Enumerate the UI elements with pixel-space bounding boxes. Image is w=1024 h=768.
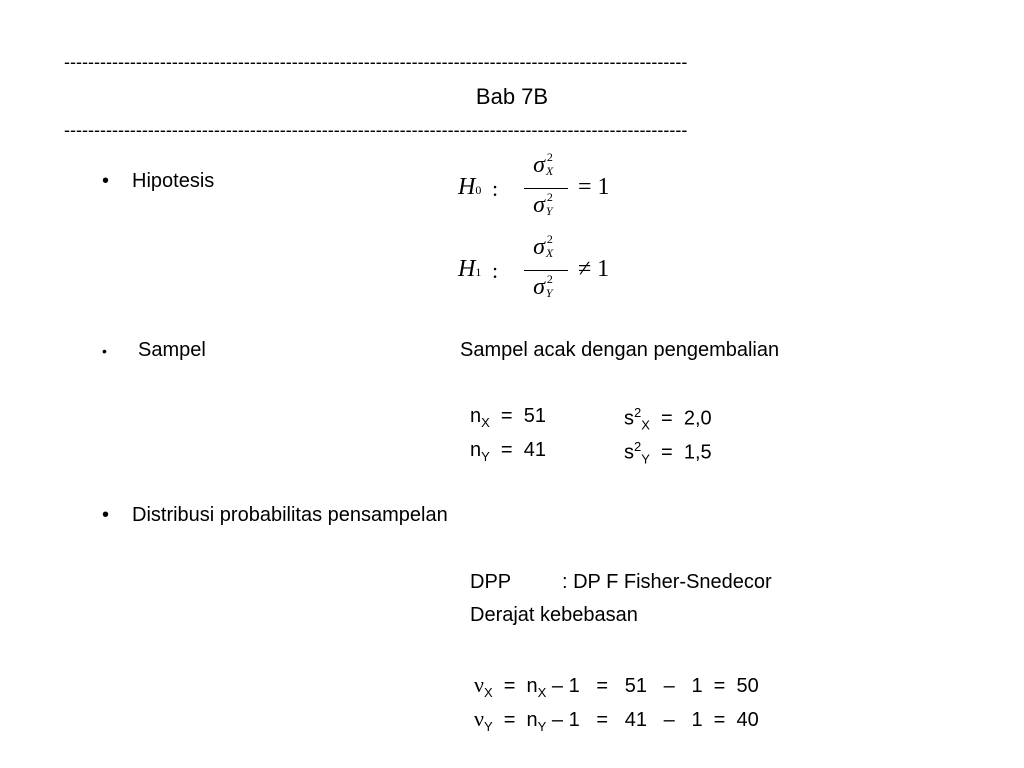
sx-value: $s^2_X = 2,0$ [624,405,712,433]
dpp-value: : DP F Fisher-Snedecor [562,571,772,593]
derajat-kebebasan-label: Derajat kebebasan [470,604,638,626]
page-title: Bab 7B [475,84,549,109]
sampel-description: Sampel acak dengan pengembalian [460,339,780,361]
h1-formula [458,232,608,312]
h0-symbol: H0 [458,174,482,200]
h1-colon: : [492,258,499,283]
sampel-label: Sampel [138,339,206,361]
nu-y-equation: $\nu_Y = n_Y - 1 = 41 - 1 = 40$ [474,706,759,734]
sy-value: $s^2_Y = 1,5$ [624,439,712,467]
hipotesis-label: Hipotesis [132,170,215,192]
h1-symbol: H1 [458,256,482,282]
bullet-distribusi: • [102,504,110,526]
h0-numerator: σ 2 X [533,150,554,178]
h0-denominator: σ 2 Y [533,190,553,218]
nx-value: $n_X = 51$ [470,405,546,430]
h1-relation: ≠ 1 [578,256,610,282]
h1-denominator: σ 2 Y [533,272,553,300]
ny-value: $n_Y = 41$ [470,439,546,464]
h0-colon: : [492,176,499,201]
h0-relation: = 1 [578,174,610,200]
dpp-label: DPP [470,571,512,593]
bottom-divider: -------------------------------------------------------------------------------------------------------- [64,120,688,140]
h1-numerator: σ 2 X [533,232,554,260]
h0-formula [458,150,608,230]
distribusi-label: Distribusi probabilitas pensampelan [132,504,448,526]
nu-x-equation: $\nu_X = n_X - 1 = 51 - 1 = 50$ [474,672,759,700]
bullet-hipotesis: • [102,170,110,192]
h1-fraction-bar [524,270,568,271]
top-divider: -------------------------------------------------------------------------------------------------------- [64,52,688,72]
bullet-sampel: • [102,343,107,359]
h0-fraction [524,150,574,228]
h0-fraction-bar [524,188,568,189]
h1-fraction [524,232,574,310]
